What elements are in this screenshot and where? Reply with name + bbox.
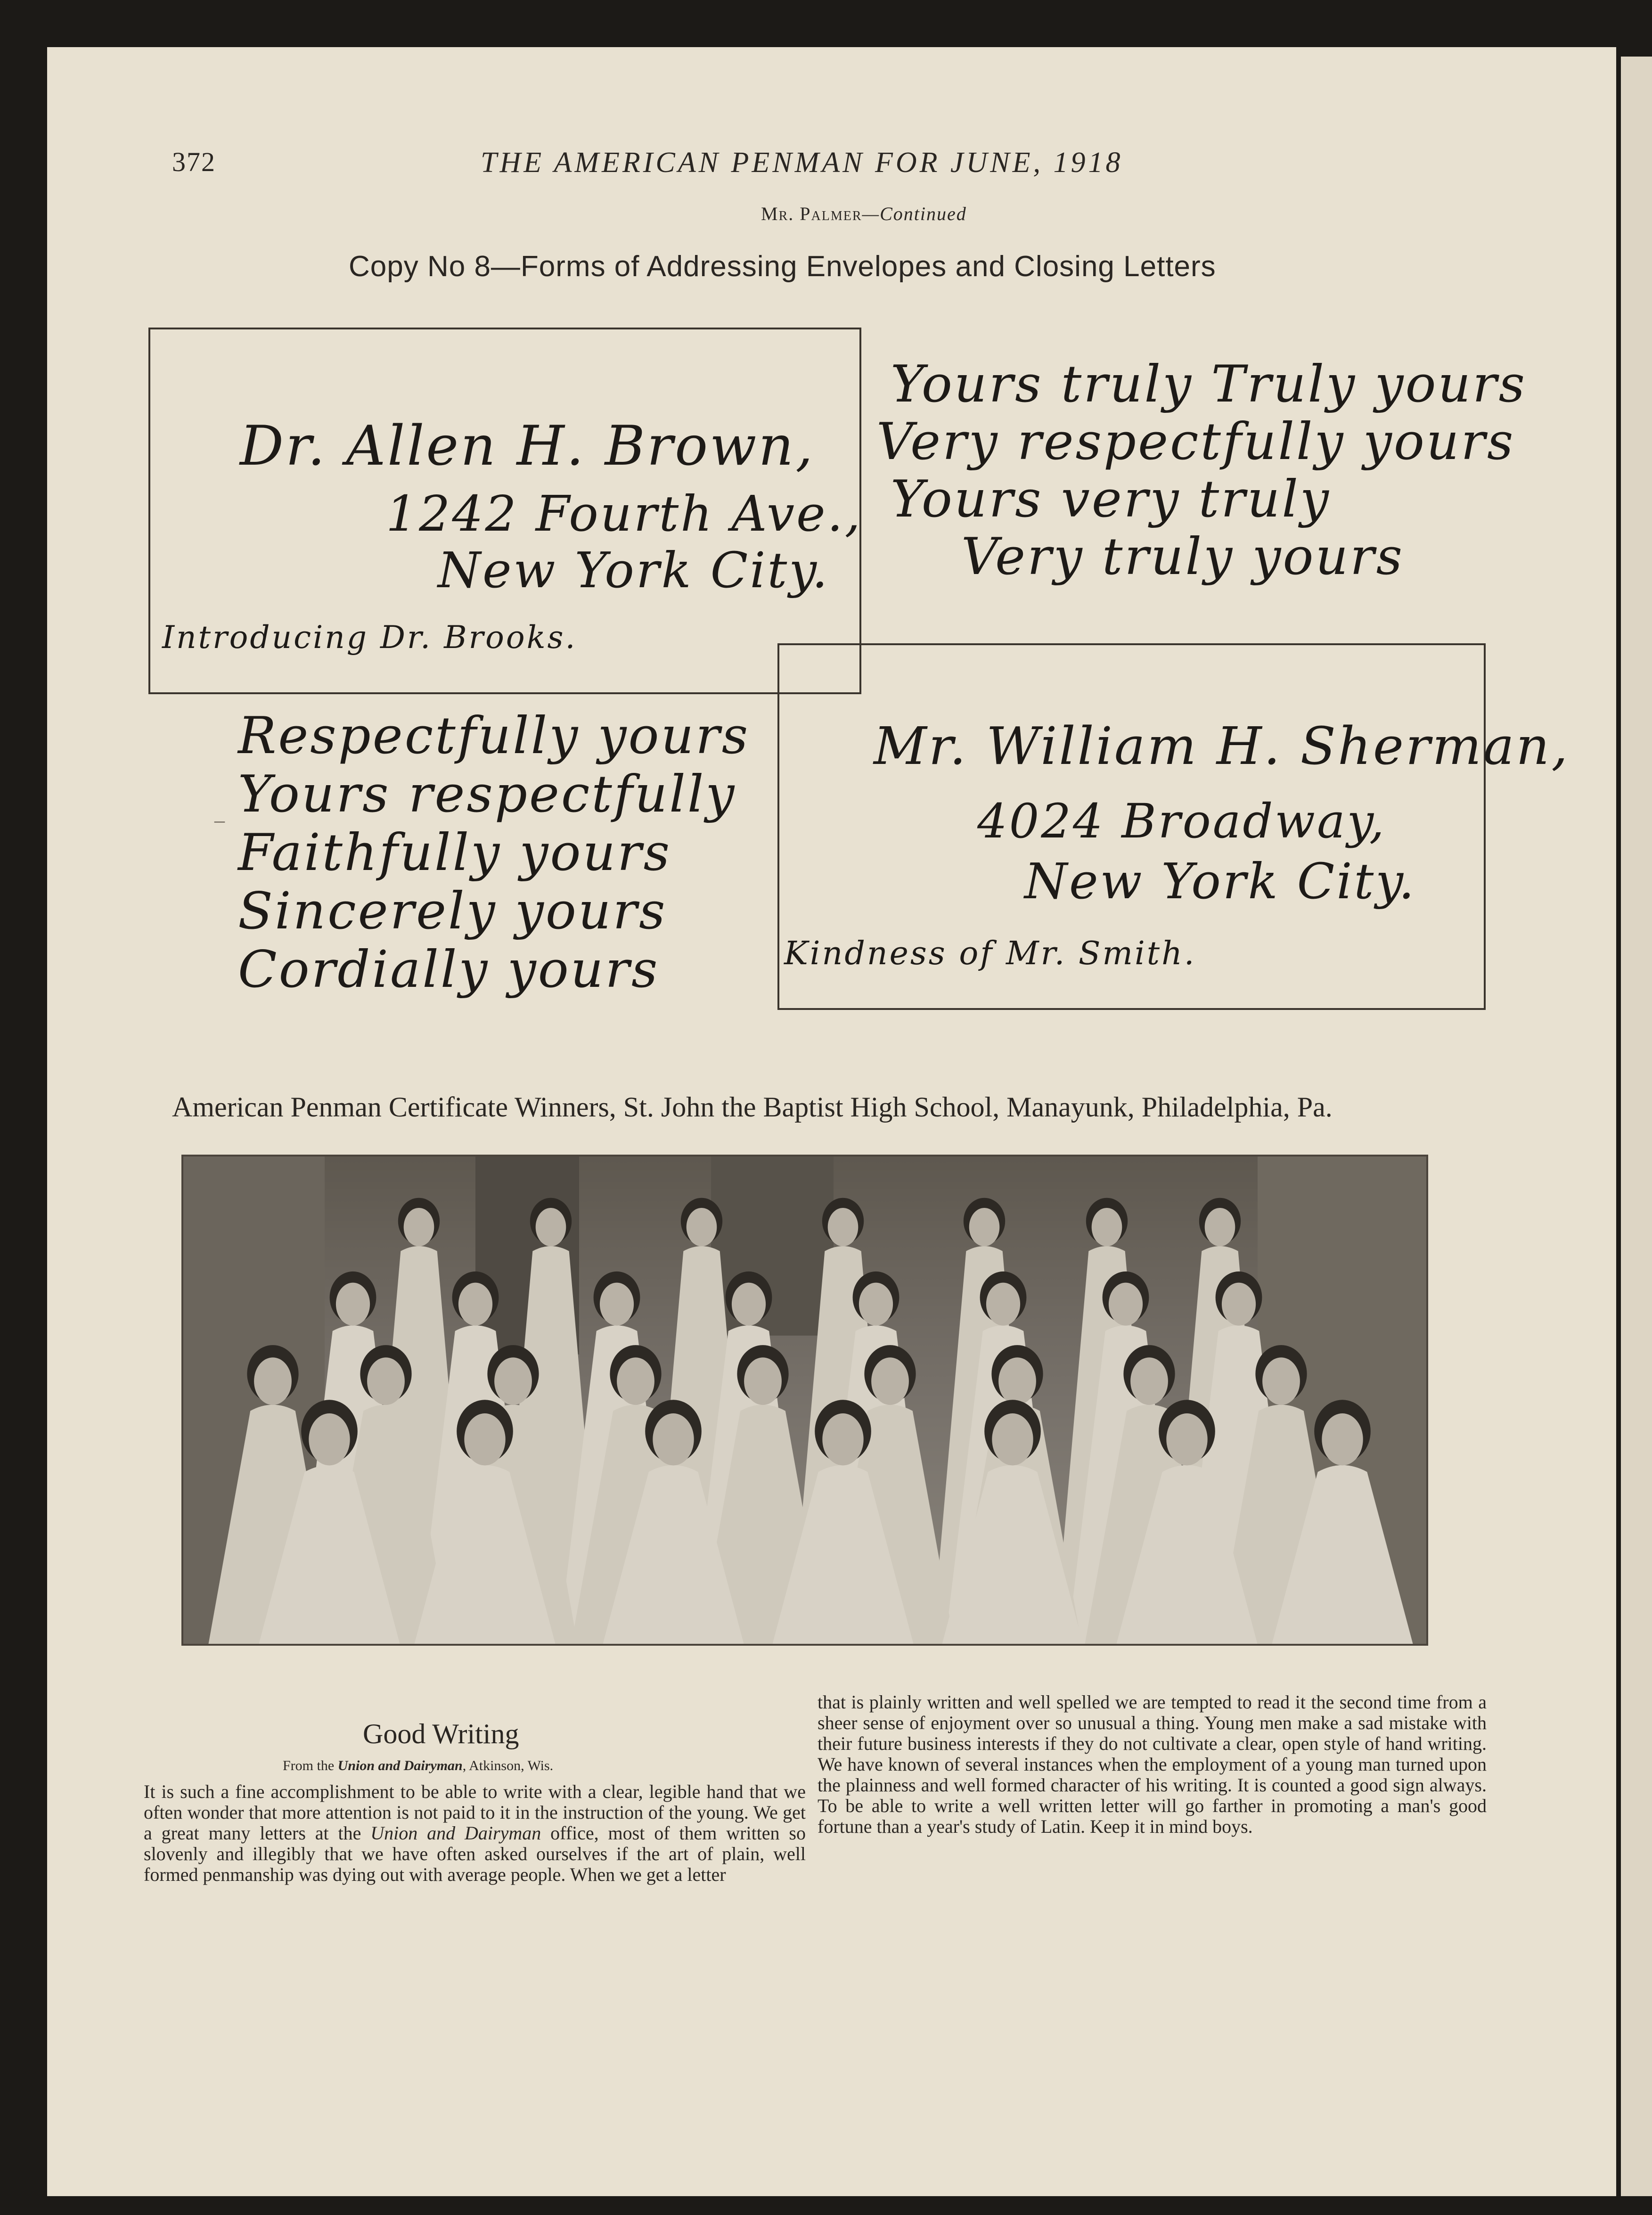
page-number: 372 bbox=[172, 147, 216, 177]
photo-figure-face bbox=[367, 1357, 405, 1405]
photo-figure-face bbox=[969, 1208, 1000, 1247]
continued-line bbox=[761, 203, 967, 225]
closings-left bbox=[238, 707, 766, 999]
next-page-edge bbox=[1621, 57, 1652, 2196]
photo-figure-face bbox=[744, 1357, 782, 1405]
photo-figure-face bbox=[1130, 1357, 1168, 1405]
page-header bbox=[47, 146, 1616, 203]
magazine-page bbox=[47, 47, 1616, 2196]
photo-figure-face bbox=[998, 1357, 1036, 1405]
group-photo-image bbox=[183, 1157, 1426, 1644]
article-column-left bbox=[144, 1781, 806, 1885]
article-left-publication: Union and Dairyman bbox=[370, 1822, 541, 1844]
closing-right-3: Yours very truly bbox=[891, 470, 1331, 529]
photo-figure-face bbox=[1109, 1283, 1143, 1326]
envelope-1 bbox=[148, 328, 861, 694]
article-left-part-1: It is such a fine accomplishment to be able to write with a clear, legible hand that we often wonder that more attention is not paid to it in the instruction of the young. We get a great many letters at the bbox=[144, 1781, 806, 1844]
photo-figure-face bbox=[1166, 1413, 1207, 1465]
article-source bbox=[283, 1758, 553, 1774]
photo-caption: American Penman Certificate Winners, St. John the Baptist High School, Manayunk, Philadelphia, Pa. bbox=[172, 1091, 1333, 1123]
envelope-1-name: Dr. Allen H. Brown, bbox=[240, 414, 815, 478]
article-title: Good Writing bbox=[363, 1718, 519, 1749]
article-column-right: that is plainly written and well spelled we are tempted to read it the second time from a sheer sense of enjoyment over so unusual a thing. Young men make a sad mistake with their future business interests if they do not cultivate a clear, open style of hand writing. We have known of several instances when the employment of a young man turned upon the plainness and well formed character of his writing. It is counted a good sign always. To be able to write a well written letter will go farther in promoting a man's good fortune than a year's study of Latin. Keep it in mind boys. bbox=[818, 1691, 1487, 1837]
envelope-1-note: Introducing Dr. Brooks. bbox=[162, 619, 577, 656]
photo-figure-face bbox=[1222, 1283, 1256, 1326]
photo-figure-face bbox=[1092, 1208, 1122, 1247]
closing-left-3: Faithfully yours bbox=[238, 823, 672, 882]
closing-right-4: Very truly yours bbox=[961, 527, 1405, 586]
group-photo bbox=[181, 1155, 1428, 1646]
article-left-part-2: office, most of them written so slovenly and illegibly that we have often asked ourselves if the art of plain, well formed penmanship was dying out with average people. When we get a letter bbox=[144, 1822, 806, 1885]
photo-figure-face bbox=[859, 1283, 893, 1326]
envelope-2-name: Mr. William H. Sherman, bbox=[874, 716, 1570, 776]
stray-dash-mark: – bbox=[214, 809, 225, 832]
envelope-1-city: New York City. bbox=[438, 541, 830, 599]
copy-title: Copy No 8—Forms of Addressing Envelopes and Closing Letters bbox=[349, 250, 1216, 283]
photo-figure-face bbox=[1262, 1357, 1300, 1405]
photo-figure-face bbox=[687, 1208, 717, 1247]
closing-left-5: Cordially yours bbox=[238, 940, 660, 999]
photo-figure-face bbox=[732, 1283, 766, 1326]
closing-right-2: Very respectfully yours bbox=[876, 412, 1515, 471]
envelope-1-street: 1242 Fourth Ave., bbox=[386, 485, 862, 542]
photo-figure-face bbox=[871, 1357, 909, 1405]
envelope-2-city: New York City. bbox=[1024, 853, 1416, 910]
envelope-2-note: Kindness of Mr. Smith. bbox=[784, 935, 1196, 972]
photo-figure-face bbox=[336, 1283, 370, 1326]
photo-figure-face bbox=[309, 1413, 350, 1465]
photo-figure-face bbox=[986, 1283, 1020, 1326]
closing-right-1: Yours truly Truly yours bbox=[891, 355, 1527, 414]
photo-figure-face bbox=[653, 1413, 694, 1465]
photo-figure-face bbox=[600, 1283, 634, 1326]
journal-title: THE AMERICAN PENMAN FOR JUNE, 1918 bbox=[481, 147, 1123, 179]
closing-left-2: Yours respectfully bbox=[238, 765, 736, 824]
photo-figure-face bbox=[404, 1208, 434, 1247]
photo-figure-face bbox=[1205, 1208, 1235, 1247]
photo-figure-face bbox=[617, 1357, 654, 1405]
envelope-2 bbox=[777, 643, 1570, 1010]
continued-suffix: —Continued bbox=[862, 203, 967, 224]
closing-left-4: Sincerely yours bbox=[238, 882, 667, 941]
photo-figure-face bbox=[494, 1357, 532, 1405]
article-source-prefix: From the bbox=[283, 1758, 338, 1773]
photo-figure-face bbox=[828, 1208, 859, 1247]
closing-left-1: Respectfully yours bbox=[238, 706, 750, 765]
photo-figure-face bbox=[254, 1357, 292, 1405]
closings-right bbox=[876, 355, 1527, 586]
photo-figure-face bbox=[458, 1283, 492, 1326]
continued-author: Mr. Palmer bbox=[761, 203, 862, 224]
photo-figure-face bbox=[992, 1413, 1033, 1465]
photo-figure-face bbox=[822, 1413, 863, 1465]
article-source-publication: Union and Dairyman bbox=[337, 1758, 463, 1773]
photo-figure-face bbox=[464, 1413, 505, 1465]
envelope-2-street: 4024 Broadway, bbox=[977, 794, 1386, 849]
photo-figure-face bbox=[1322, 1413, 1363, 1465]
photo-figure-face bbox=[536, 1208, 566, 1247]
article-source-suffix: , Atkinson, Wis. bbox=[462, 1758, 554, 1773]
